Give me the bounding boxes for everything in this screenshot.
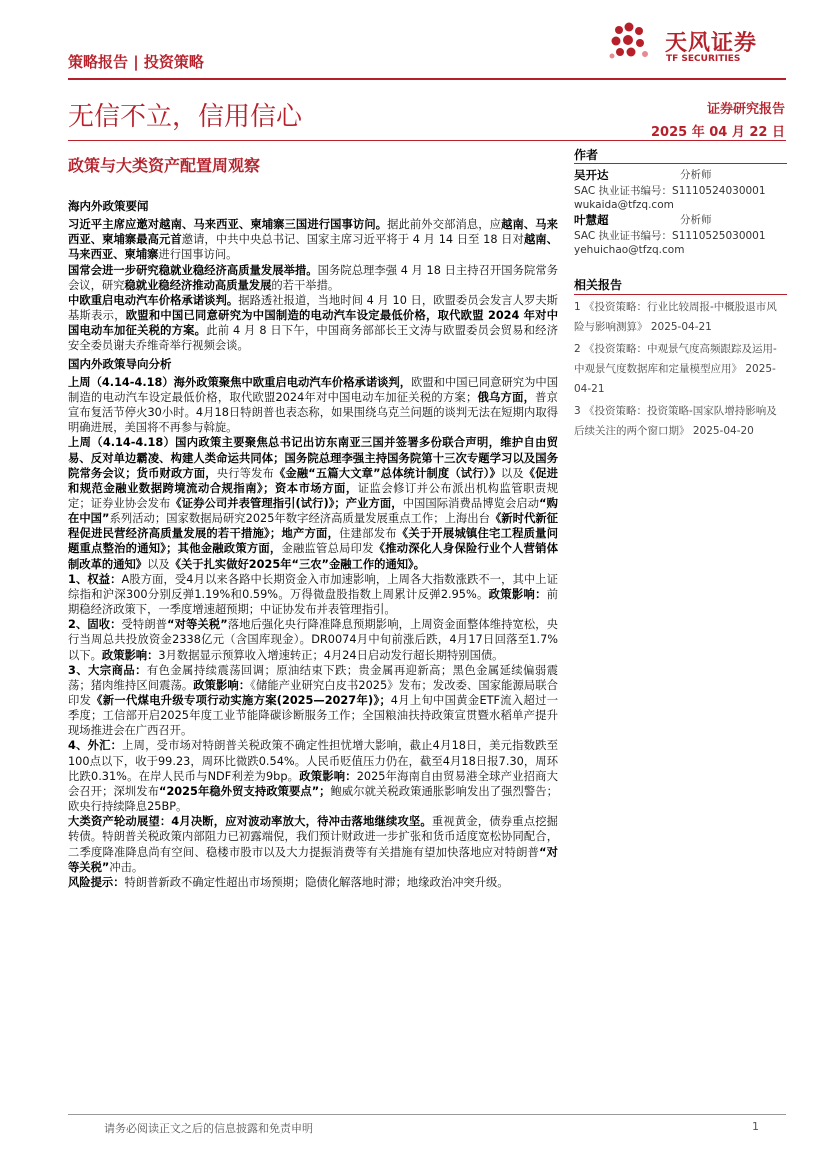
paragraph: 上周（4.14-4.18）海外政策聚焦中欧重启电动汽车价格承诺谈判，欧盟和中国已同意研究为中国制造的电动汽车设定最低价格，取代欧盟2024年对中国电动车加征关税的方案；俄乌方面，普京宣布复活节停火30小时。4月18日特朗普也表态称，如果围绕乌克兰问题的谈判无法在短期内取得明确进展，美国将不再参与斡旋。 (68, 375, 558, 435)
paragraph: 中欧重启电动汽车价格承诺谈判。据路透社报道，当地时间 4 月 10 日，欧盟委员会发言人罗夫斯基斯表示，欧盟和中国已同意研究为中国制造的电动汽车设定最低价格，取代欧盟 2024 年对中国电动车加征关税的方案。此前 4 月 8 日下午，中国商务部部长王文涛与欧盟委员会贸易和经济安全委员谢夫乔维奇举行视频会谈。 (68, 293, 558, 353)
logo-text: 天风证券 (665, 31, 758, 56)
related-divider (574, 294, 787, 295)
author-cert: SAC 执业证书编号：S1110524030001 (574, 185, 766, 197)
paragraph: 1、权益：A股方面，受4月以来各路中长期资金入市加速影响，上周各大指数涨跌不一，其中上证综指和沪深300分别反弹1.19%和0.59%。万得微盘股指数上周累计反弹2.95%。政策影响：前期稳经济政策下，一季度增速超预期；中证协发布并表管理指引。 (68, 572, 558, 617)
related-heading: 相关报告 (574, 278, 623, 292)
report-title: 无信不立，信用信心 (68, 102, 303, 132)
paragraph: 上周（4.14-4.18）国内政策主要聚焦总书记出访东南亚三国并签署多份联合声明，维护自由贸易、反对单边霸凌、构建人类命运共同体；国务院总理李强主持国务院第十三次专题学习以及国务院常务会议；货币财政方面，央行等发布《金融“五篇大文章”总体统计制度（试行）》以及《促进和规范金融业数据跨境流动合规指南》；资本市场方面，证监会修订并公布派出机构监管职责规定；证券业协会发布《证券公司并表管理指引(试行)》；产业方面，中国国际消费品博览会启动“购在中国”系列活动；国家数据局研究2025年数字经济高质量发展重点工作；上海出台《新时代新征程促进民营经济高质量发展的若干措施》；地产方面，住建部发布《关于开展城镇住宅工程质量问题重点整治的通知》；其他金融政策方面，金融监管总局印发《推动深化人身保险行业个人营销体制改革的通知》以及《关于扎实做好2025年“三农”金融工作的通知》。 (68, 436, 558, 571)
author-role: 分析师 (680, 214, 712, 226)
paragraph: 2、固收：受特朗普“对等关税”落地后强化央行降准降息预期影响，上周资金面整体维持宽松，央行当周总共投放资金2338亿元（含国库现金）。DR0074月中旬前涨后跌，4月17日回落至1.7%以下。政策影响：3月数据显示预算收入增速转正；4月24日启动发行超长期特别国债。 (68, 618, 558, 662)
related-item[interactable]: 3 《投资策略：投资策略-国家队增持影响及后续关注的两个窗口期》 2025-04-20 (574, 405, 777, 437)
author-card (574, 168, 787, 212)
paragraph: 习近平主席应邀对越南、马来西亚、柬埔寨三国进行国事访问。据此前外交部消息，应越南、马来西亚、柬埔寨最高元首邀请，中共中央总书记、国家主席习近平将于 4 月 14 日至 18 日对越南、马来西亚、柬埔寨进行国事访问。 (68, 218, 558, 262)
footer-disclaimer: 请务必阅读正文之后的信息披露和免责申明 (104, 1122, 313, 1135)
authors-divider (574, 163, 787, 164)
author-card (574, 213, 787, 257)
main-content (68, 197, 558, 890)
report-type: 证券研究报告 (706, 102, 785, 117)
title-divider (68, 140, 786, 141)
paragraph: 大类资产轮动展望：4月决断，应对波动率放大，待冲击落地继续攻坚。重视黄金，债券重点挖掘转债。特朗普关税政策内部阻力已初露端倪，我们预计财政进一步扩张和货币适度宽松协同配合，二季度降准降息尚有空间、稳楼市股市以及大力提振消费等有关措施有望加快落地应对特朗普“对等关税”冲击。 (68, 815, 558, 874)
author-email[interactable]: wukaida@tfzq.com (574, 199, 674, 211)
author-name: 叶慧超 (574, 213, 609, 227)
author-name: 吴开达 (574, 168, 609, 182)
footer-divider (68, 1114, 786, 1115)
section-heading: 海内外政策要闻 (68, 199, 149, 213)
paragraph: 风险提示：特朗普新政不确定性超出市场预期；隐债化解落地时滞；地缘政治冲突升级。 (68, 875, 509, 889)
related-list (574, 297, 787, 441)
related-item[interactable]: 2 《投资策略：中观景气度高频跟踪及运用-中观景气度数据库和定量模型应用》 2025-04-21 (574, 343, 777, 395)
author-role: 分析师 (680, 169, 712, 181)
authors-heading: 作者 (574, 148, 599, 162)
report-subtitle: 政策与大类资产配置周观察 (68, 156, 261, 175)
related-item[interactable]: 1 《投资策略：行业比较周报-中概股退市风险与影响测算》 2025-04-21 (574, 301, 777, 333)
breadcrumb: 策略报告 | 投资策略 (68, 53, 204, 71)
report-date: 2025 年 04 月 22 日 (651, 125, 785, 140)
paragraph: 3、大宗商品：有色金属持续震荡回调；原油结束下跌；贵金属再迎新高；黑色金属延续偏弱震荡；猪肉维持区间震荡。政策影响：《储能产业研究白皮书2025》发布；发改委、国家能源局联合印发《新一代煤电升级专项行动实施方案(2025—2027年)》；4月上旬中国黄金ETF流入超过一季度；工信部开启2025年度工业节能降碳诊断服务工作；全国粮油扶持政策宣贯暨水稻单产提升现场推进会在广西召开。 (68, 663, 558, 738)
section-heading: 国内外政策导向分析 (68, 356, 172, 371)
header-divider (68, 78, 786, 80)
author-cert: SAC 执业证书编号：S1110525030001 (574, 230, 766, 242)
paragraph: 国常会进一步研究稳就业稳经济高质量发展举措。国务院总理李强 4 月 18 日主持召开国务院常务会议，研究稳就业稳经济推动高质量发展的若干举措。 (68, 263, 558, 292)
paragraph: 4、外汇：上周，受市场对特朗普关税政策不确定性担忧增大影响，截止4月18日，美元指数跌至100点以下，收于99.23，周环比微跌0.54%。人民币贬值压力仍在，截至4月18日报7.30，周环比跌0.31%。在岸人民币与NDF利差为9bp。政策影响：2025年海南自由贸易港全球产业招商大会召开；深圳发布“2025年稳外贸支持政策要点”；鲍威尔就关税政策通胀影响发出了强烈警告；欧央行持续降息25BP。 (68, 739, 558, 814)
page-number: 1 (752, 1120, 759, 1133)
logo-subtext: TF SECURITIES (666, 54, 741, 64)
author-email[interactable]: yehuichao@tfzq.com (574, 244, 685, 256)
